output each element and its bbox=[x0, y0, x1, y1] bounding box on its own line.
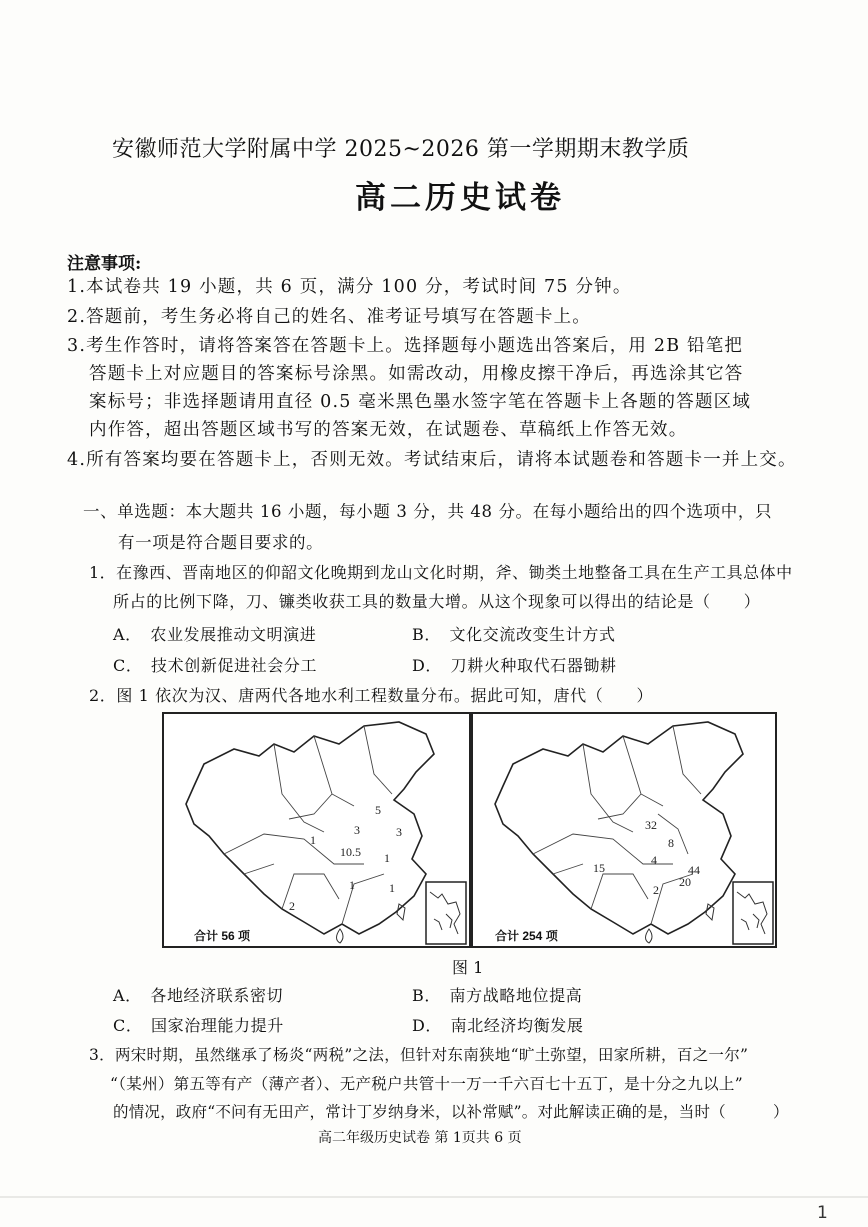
tang-count-0: 32 bbox=[645, 818, 657, 832]
han-count-2: 3 bbox=[396, 825, 402, 839]
tang-count-3: 8 bbox=[668, 836, 674, 850]
china-outline-right bbox=[495, 722, 743, 934]
section-heading: 一、单选题：本大题共 16 小题，每小题 3 分，共 48 分。在每小题给出的四个选项中，只 bbox=[83, 502, 773, 521]
notice-line: 答题卡上对应题目的答案标号涂黑。如需改动，用橡皮擦干净后，再选涂其它答 bbox=[89, 364, 744, 384]
notice-line: 1.本试卷共 19 小题，共 6 页，满分 100 分，考试时间 75 分钟。 bbox=[67, 277, 632, 297]
tang-total: 合计 254 项 bbox=[495, 929, 558, 943]
tang-count-2: 4 bbox=[651, 853, 657, 867]
tang-count-1: 15 bbox=[593, 861, 605, 875]
han-count-6: 1 bbox=[349, 878, 355, 892]
tang-count-5: 20 bbox=[679, 875, 691, 889]
notice-line: 案标号；非选择题请用直径 0.5 毫米黑色墨水签字笔在答题卡上各题的答题区域 bbox=[89, 392, 752, 412]
q2-option-b[interactable]: B． 南方战略地位提高 bbox=[412, 986, 583, 1005]
tang-map-svg bbox=[473, 714, 775, 946]
question-3-stem: 3．两宋时期，虽然继承了杨炎“两税”之法，但针对东南狭地“旷土弥望，田家所耕，百之一尔” bbox=[89, 1046, 749, 1064]
section-heading-cont: 有一项是符合题目要求的。 bbox=[118, 533, 324, 552]
scan-divider bbox=[0, 1196, 868, 1198]
q1-option-c[interactable]: C． 技术创新促进社会分工 bbox=[113, 656, 318, 675]
page-title: 高二历史试卷 bbox=[355, 180, 565, 216]
han-map-svg bbox=[164, 714, 469, 946]
notice-line: 2.答题前，考生务必将自己的姓名、准考证号填写在答题卡上。 bbox=[67, 307, 591, 327]
question-3-stem-cont2: 的情况，政府“不问有无田产，常计丁岁纳身米，以补常赋”。对此解读正确的是，当时（ ） bbox=[113, 1103, 789, 1121]
question-2-stem: 2．图 1 依次为汉、唐两代各地水利工程数量分布。据此可知，唐代（ ） bbox=[89, 686, 654, 705]
han-count-3: 10.5 bbox=[340, 845, 361, 859]
han-count-8: 2 bbox=[289, 899, 295, 913]
question-3-stem-cont: “（某州）第五等有产（薄产者）、无产税户共管十一万一千六百七十五丁，是十分之九以上” bbox=[110, 1075, 743, 1093]
q2-option-d[interactable]: D． 南北经济均衡发展 bbox=[412, 1016, 584, 1035]
q1-option-a[interactable]: A． 农业发展推动文明演进 bbox=[113, 625, 317, 644]
question-1-stem-cont: 所占的比例下降，刀、镰类收获工具的数量大增。从这个现象可以得出的结论是（ ） bbox=[113, 592, 761, 611]
notice-line: 4.所有答案均要在答题卡上，否则无效。考试结束后，请将本试题卷和答题卡一并上交。 bbox=[67, 450, 797, 470]
han-count-1: 3 bbox=[354, 823, 360, 837]
notice-line: 3.考生作答时，请将答案答在答题卡上。选择题每小题选出答案后，用 2B 铅笔把 bbox=[67, 336, 744, 356]
tang-count-6: 44 bbox=[688, 863, 700, 877]
q2-option-a[interactable]: A． 各地经济联系密切 bbox=[113, 986, 284, 1005]
han-map-figure bbox=[162, 712, 471, 948]
question-1-stem: 1．在豫西、晋南地区的仰韶文化晚期到龙山文化时期，斧、锄类土地整备工具在生产工具总体中 bbox=[89, 563, 793, 582]
han-count-7: 1 bbox=[389, 881, 395, 895]
page-footer: 高二年级历史试卷 第 1页共 6 页 bbox=[318, 1130, 522, 1146]
han-count-4: 1 bbox=[310, 833, 316, 847]
q1-option-b[interactable]: B． 文化交流改变生计方式 bbox=[412, 625, 616, 644]
q1-option-d[interactable]: D． 刀耕火种取代石器锄耕 bbox=[412, 656, 617, 675]
tang-count-4: 2 bbox=[653, 883, 659, 897]
q2-option-c[interactable]: C． 国家治理能力提升 bbox=[113, 1016, 284, 1035]
notice-line: 内作答，超出答题区域书写的答案无效，在试题卷、草稿纸上作答无效。 bbox=[89, 420, 688, 440]
page-number: 1 bbox=[817, 1203, 828, 1223]
han-count-5: 1 bbox=[384, 851, 390, 865]
figure-caption: 图 1 bbox=[452, 958, 484, 977]
notice-heading: 注意事项: bbox=[67, 254, 142, 274]
han-total: 合计 56 项 bbox=[194, 929, 251, 943]
han-count-0: 5 bbox=[375, 803, 381, 817]
school-line: 安徽师范大学附属中学 2025~2026 第一学期期末教学质 bbox=[112, 137, 690, 162]
tang-map-figure bbox=[471, 712, 777, 948]
